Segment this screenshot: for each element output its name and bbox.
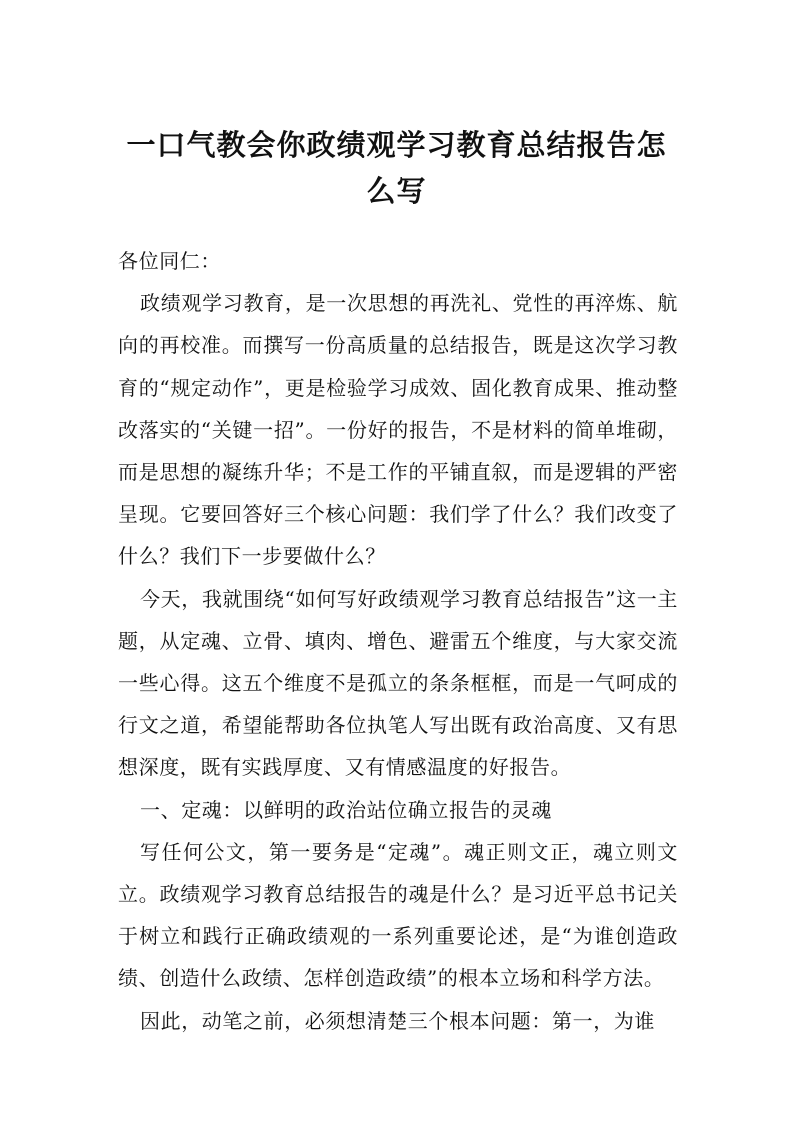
document-title-line-2: 么写 [366,174,427,208]
paragraph-overview: 今天，我就围绕“如何写好政绩观学习教育总结报告”这一主题，从定魂、立骨、填肉、增色、避雷五个维度，与大家交流一些心得。这五个维度不是孤立的条条框框，而是一气呵成的行文之道，希望能帮助各位执笔人写出既有政治高度、又有思想深度，既有实践厚度、又有情感温度的好报告。 [118,586,678,780]
document-title-line-1: 一口气教会你政绩观学习教育总结报告怎 [126,128,667,162]
paragraph-section-1-continued: 因此，动笔之前，必须想清楚三个根本问题：第一，为谁 [140,1008,655,1033]
paragraph-intro: 政绩观学习教育，是一次思想的再洗礼、党性的再淬炼、航向的再校准。而撰写一份高质量的总结报告，既是这次学习教育的“规定动作”，更是检验学习成效、固化教育成果、推动整改落实的“关键一招”。一份好的报告，不是材料的简单堆砌，而是思想的凝练升华；不是工作的平铺直叙，而是逻辑的严密呈现。它要回答好三个核心问题：我们学了什么？我们改变了什么？我们下一步要做什么？ [118,291,678,569]
section-heading-1: 一、定魂：以鲜明的政治站位确立报告的灵魂 [140,797,552,822]
document-body [118,240,678,1042]
paragraph-section-1: 写任何公文，第一要务是“定魂”。魂正则文正，魂立则文立。政绩观学习教育总结报告的魂是什么？是习近平总书记关于树立和践行正确政绩观的一系列重要论述，是“为谁创造政绩、创造什么政绩、怎样创造政绩”的根本立场和科学方法。 [118,839,678,991]
salutation: 各位同仁： [118,249,221,273]
